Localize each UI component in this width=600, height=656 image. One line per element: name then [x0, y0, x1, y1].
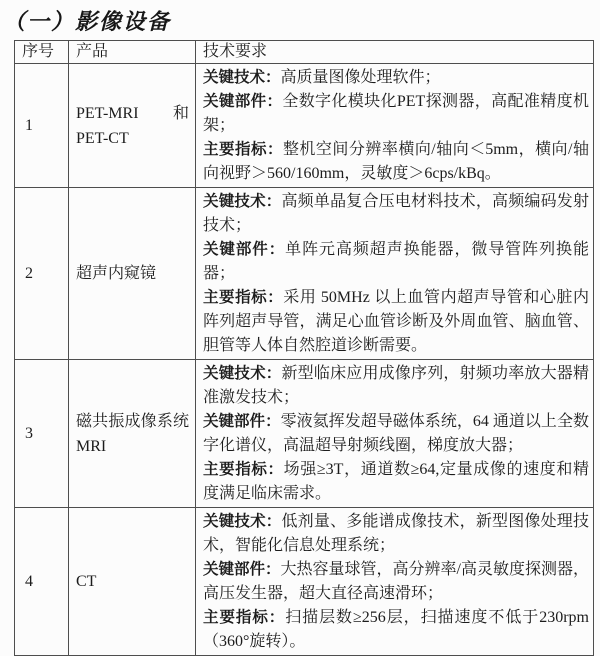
- header-product: 产品: [69, 41, 196, 64]
- requirement-item: [203, 458, 589, 506]
- requirement-label: 主要指标：: [203, 141, 283, 158]
- serial-number: 2: [15, 188, 69, 360]
- requirement-text: 场强≥3T，通道数≥64,定量成像的速度和精度满足临床需求。: [203, 461, 589, 502]
- requirement-item: [203, 510, 589, 558]
- page-title: （一）影像设备: [3, 9, 172, 34]
- serial-number: 3: [15, 360, 69, 508]
- table-header-row: [15, 41, 594, 64]
- table-row: [15, 64, 594, 188]
- requirements-cell: [196, 64, 594, 188]
- requirement-item: [203, 138, 589, 186]
- header-technical-requirements: 技术要求: [196, 41, 594, 64]
- requirement-item: [203, 238, 589, 286]
- requirement-text: 高频单晶复合压电材料技术，高频编码发射技术；: [203, 193, 589, 234]
- requirement-item: [203, 558, 589, 606]
- requirement-text: 单阵元高频超声换能器，微导管阵列换能器；: [203, 241, 589, 282]
- requirement-label: 关键技术：: [203, 193, 282, 210]
- requirement-label: 关键部件：: [203, 561, 281, 578]
- requirement-label: 主要指标：: [203, 609, 286, 626]
- requirement-item: [203, 410, 589, 458]
- requirement-label: 主要指标：: [203, 289, 284, 306]
- requirement-text: 大热容量球管，高分辨率/高灵敏度探测器，高压发生器，超大直径高速滑环；: [203, 561, 589, 602]
- requirement-label: 关键部件：: [203, 241, 286, 258]
- requirement-item: [203, 66, 589, 90]
- requirement-text: 零液氦挥发超导磁体系统，64 通道以上全数字化谱仪，高温超导射频线圈，梯度放大器；: [203, 413, 589, 454]
- requirement-item: [203, 286, 589, 358]
- product-name: PET-MRI 和 PET-CT: [69, 64, 196, 188]
- requirement-text: 新型临床应用成像序列，射频功率放大器精准激发技术；: [203, 365, 589, 406]
- requirement-text: 整机空间分辨率横向/轴向＜5mm，横向/轴向视野＞560/160mm，灵敏度＞6cps/kBq。: [203, 141, 589, 182]
- header-serial-number: 序号: [15, 41, 69, 64]
- requirement-label: 关键部件：: [203, 413, 281, 430]
- requirement-label: 关键技术：: [203, 365, 282, 382]
- requirement-text: 扫描层数≥256层，扫描速度不低于230rpm（360°旋转）。: [203, 609, 589, 650]
- requirement-item: [203, 90, 589, 138]
- serial-number: 1: [15, 64, 69, 188]
- requirement-item: [203, 606, 589, 654]
- requirement-label: 关键部件：: [203, 93, 283, 110]
- requirement-text: 全数字化模块化PET探测器，高配准精度机架；: [203, 93, 589, 134]
- product-name: 超声内窥镜: [69, 188, 196, 360]
- requirement-text: 采用 50MHz 以上血管内超声导管和心脏内阵列超声导管，满足心血管诊断及外周血管、脑血管、胆管等人体自然腔道诊断需要。: [203, 289, 589, 354]
- product-name: 磁共振成像系统 MRI: [69, 360, 196, 508]
- requirement-label: 主要指标：: [203, 461, 284, 478]
- imaging-equipment-table: [14, 40, 594, 656]
- requirement-text: 低剂量、多能谱成像技术，新型图像处理技术，智能化信息处理系统；: [203, 513, 589, 554]
- requirement-item: [203, 190, 589, 238]
- table-row: [15, 188, 594, 360]
- serial-number: 4: [15, 508, 69, 656]
- requirement-label: 关键技术：: [203, 513, 282, 530]
- requirement-item: [203, 362, 589, 410]
- requirements-cell: [196, 188, 594, 360]
- requirements-cell: [196, 360, 594, 508]
- table-row: [15, 360, 594, 508]
- table-row: [15, 508, 594, 656]
- product-name: CT: [69, 508, 196, 656]
- requirement-text: 高质量图像处理软件；: [280, 69, 441, 86]
- requirements-cell: [196, 508, 594, 656]
- requirement-label: 关键技术：: [203, 69, 281, 86]
